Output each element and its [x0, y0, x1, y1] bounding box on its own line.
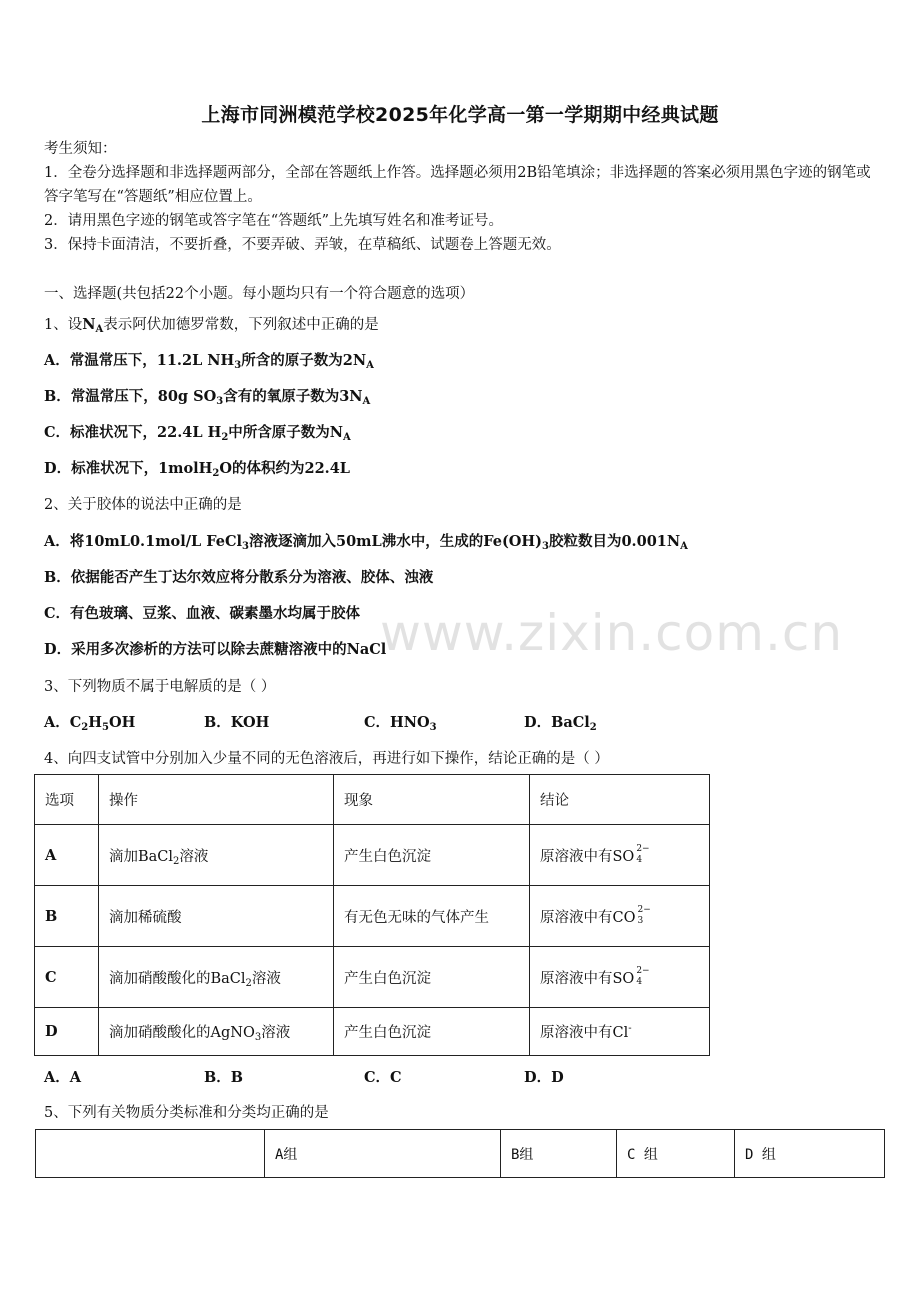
- section-heading: 一、选择题(共包括22个小题。每小题均只有一个符合题意的选项）: [44, 286, 475, 302]
- q3-option-a: [44, 711, 135, 732]
- q4-ion: [635, 904, 651, 926]
- q1b-sub-1: 3: [216, 396, 224, 407]
- q4-row-operation: 滴加稀硫酸: [99, 886, 334, 947]
- q4-conc-text: 原溶液中有CO: [540, 909, 636, 926]
- q4-row-option: B: [35, 886, 99, 947]
- q1c-text-b: 中所含原子数为N: [228, 424, 344, 441]
- q1d-text-a: D．标准状况下，1molH: [44, 460, 213, 477]
- q4-row-operation: [99, 825, 334, 886]
- q4-op-text-b: 溶液: [251, 970, 281, 987]
- page-title: 上海市同洲模范学校2025年化学高一第一学期期中经典试题: [201, 104, 719, 126]
- q5-header-group-d: D 组: [735, 1130, 885, 1178]
- question-1-stem: [44, 313, 379, 334]
- q4-header-phenomenon: 现象: [334, 775, 530, 825]
- q3a-sub-2: 5: [101, 722, 109, 733]
- q2a-sub-3: A: [680, 541, 688, 552]
- q2a-sub-2: 3: [542, 541, 549, 552]
- q4-row-phenomenon: 产生白色沉淀: [334, 1008, 530, 1056]
- question-5-stem: 5、下列有关物质分类标准和分类均正确的是: [44, 1105, 329, 1121]
- q3c-sub-1: 3: [429, 722, 437, 733]
- q3d-sub-1: 2: [589, 722, 597, 733]
- q4-row-option: D: [35, 1008, 99, 1056]
- q3a-sub-1: 2: [81, 722, 89, 733]
- q4-header-operation: 操作: [99, 775, 334, 825]
- q4-row-phenomenon: 产生白色沉淀: [334, 947, 530, 1008]
- q4-row-phenomenon: 产生白色沉淀: [334, 825, 530, 886]
- q4-header-row: [35, 775, 710, 825]
- q4-row-conclusion: [530, 886, 710, 947]
- q4-row-phenomenon: 有无色无味的气体产生: [334, 886, 530, 947]
- q3a-text-b: H: [88, 714, 102, 731]
- q1-stem-na: N: [82, 316, 96, 333]
- notice-heading: 考生须知：: [44, 141, 117, 157]
- q4-row-operation: [99, 1008, 334, 1056]
- q4-answer-d: D．D: [524, 1069, 564, 1086]
- q4-ion-charge: 2−: [636, 965, 650, 976]
- question-2-stem: 2、关于胶体的说法中正确的是: [44, 497, 242, 513]
- q4-row-option: C: [35, 947, 99, 1008]
- q4-op-text-a: 滴加硝酸酸化的AgNO: [109, 1025, 255, 1041]
- q4-answer-c: C．C: [364, 1069, 402, 1086]
- q1c-sub-2: A: [343, 432, 351, 443]
- table-row: [35, 886, 710, 947]
- q4-header-option: 选项: [35, 775, 99, 825]
- q2a-text-c: 胶粒数目为0.001N: [548, 533, 681, 550]
- table-row: [35, 825, 710, 886]
- q1a-text-b: 所含的原子数为2N: [241, 352, 367, 369]
- q2-option-d: D．采用多次渗析的方法可以除去蔗糖溶液中的NaCl: [44, 641, 387, 658]
- q4-row-option: A: [35, 825, 99, 886]
- q2-option-a: [44, 530, 688, 551]
- q3d-text-a: D．BaCl: [524, 714, 590, 731]
- q4-row-conclusion: [530, 825, 710, 886]
- q3a-text-c: OH: [108, 714, 136, 731]
- q4-conc-text: 原溶液中有SO: [540, 848, 635, 865]
- q1-option-b: [44, 385, 370, 406]
- q5-header-row: [36, 1130, 885, 1178]
- q4-op-sub: 2: [245, 977, 252, 989]
- q1c-text-a: C．标准状况下，22.4L H: [44, 424, 222, 441]
- q4-cl-charge: -: [628, 1023, 632, 1035]
- q4-op-sub: 3: [254, 1032, 262, 1043]
- q1-stem-na-sub: A: [95, 324, 104, 335]
- q1-stem-a: 1、设: [44, 317, 83, 333]
- q5-table: [35, 1129, 885, 1178]
- q4-ion-count: 4: [636, 854, 643, 865]
- notice-item-1: 1．全卷分选择题和非选择题两部分，全部在答题纸上作答。选择题必须用2B铅笔填涂；非选择题的答案必须用黑色字迹的钢笔或答字笔写在“答题纸”相应位置上。: [44, 165, 871, 205]
- q3c-text-a: C．HNO: [364, 714, 430, 731]
- question-3-stem: 3、下列物质不属于电解质的是（ ）: [44, 679, 276, 695]
- q3a-text-a: A．C: [44, 714, 82, 731]
- q4-ion: [634, 843, 650, 865]
- q4-row-operation: [99, 947, 334, 1008]
- q1-option-c: [44, 421, 351, 442]
- q3-option-c: [364, 711, 437, 732]
- q3-option-d: [524, 711, 597, 732]
- q4-op-text-b: 溶液: [179, 848, 209, 865]
- q4-row-conclusion: [530, 947, 710, 1008]
- q4-answer-a: A．A: [44, 1069, 82, 1086]
- q4-answer-b: B．B: [204, 1069, 244, 1086]
- q1c-sub-1: 2: [221, 432, 229, 443]
- q2-option-c: C．有色玻璃、豆浆、血液、碳素墨水均属于胶体: [44, 605, 361, 622]
- q4-ion-charge: 2−: [637, 904, 651, 915]
- q4-op-sub: 2: [173, 855, 180, 867]
- question-4-stem: 4、向四支试管中分别加入少量不同的无色溶液后，再进行如下操作，结论正确的是（ ）: [44, 751, 609, 767]
- q4-conc-text: 原溶液中有Cl: [540, 1025, 629, 1041]
- q3-option-b: B．KOH: [204, 714, 270, 731]
- q4-conc-text: 原溶液中有SO: [540, 970, 635, 987]
- q2-option-b: B．依据能否产生丁达尔效应将分散系分为溶液、胶体、浊液: [44, 569, 434, 586]
- q2a-text-a: A．将10mL0.1mol/L FeCl: [44, 533, 243, 550]
- q4-header-conclusion: 结论: [530, 775, 710, 825]
- watermark: www.zixin.com.cn: [380, 604, 844, 662]
- q1a-text-a: A．常温常压下，11.2L NH: [44, 352, 235, 369]
- q1d-text-b: O的体积约为22.4L: [219, 460, 351, 477]
- q4-row-conclusion: [530, 1008, 710, 1056]
- q4-op-text-b: 溶液: [261, 1025, 291, 1041]
- q4-op-text-a: 滴加BaCl: [109, 848, 174, 865]
- table-row: [35, 1008, 710, 1056]
- q2a-text-b: 溶液逐滴加入50mL沸水中，生成的Fe(OH): [249, 533, 542, 550]
- q1b-text-a: B．常温常压下，80g SO: [44, 388, 217, 405]
- notice-item-2: 2．请用黑色字迹的钢笔或答字笔在“答题纸”上先填写姓名和准考证号。: [44, 213, 504, 229]
- q4-ion-charge: 2−: [636, 843, 650, 854]
- q1b-text-b: 含有的氧原子数为3N: [223, 388, 363, 405]
- q5-header-group-c: C 组: [617, 1130, 735, 1178]
- q5-header-group-b: B组: [501, 1130, 617, 1178]
- q1a-sub-1: 3: [234, 360, 242, 371]
- q4-ion: [634, 965, 650, 987]
- q1-stem-b: 表示阿伏加德罗常数，下列叙述中正确的是: [103, 317, 379, 333]
- q4-table: [34, 774, 710, 1056]
- q2a-sub-1: 3: [242, 541, 249, 552]
- q1b-sub-2: A: [362, 396, 371, 407]
- q1a-sub-2: A: [366, 360, 374, 371]
- q1-option-d: [44, 457, 350, 478]
- q4-op-text-a: 滴加硝酸酸化的BaCl: [109, 970, 246, 987]
- q1d-sub-1: 2: [212, 468, 220, 479]
- table-row: [35, 947, 710, 1008]
- notice-item-3: 3．保持卡面清洁，不要折叠，不要弄破、弄皱，在草稿纸、试题卷上答题无效。: [44, 237, 561, 253]
- q1-option-a: [44, 349, 374, 370]
- q4-ion-count: 4: [636, 976, 643, 987]
- q5-header-blank: [36, 1130, 265, 1178]
- q5-header-group-a: A组: [265, 1130, 501, 1178]
- q4-ion-count: 3: [637, 915, 644, 926]
